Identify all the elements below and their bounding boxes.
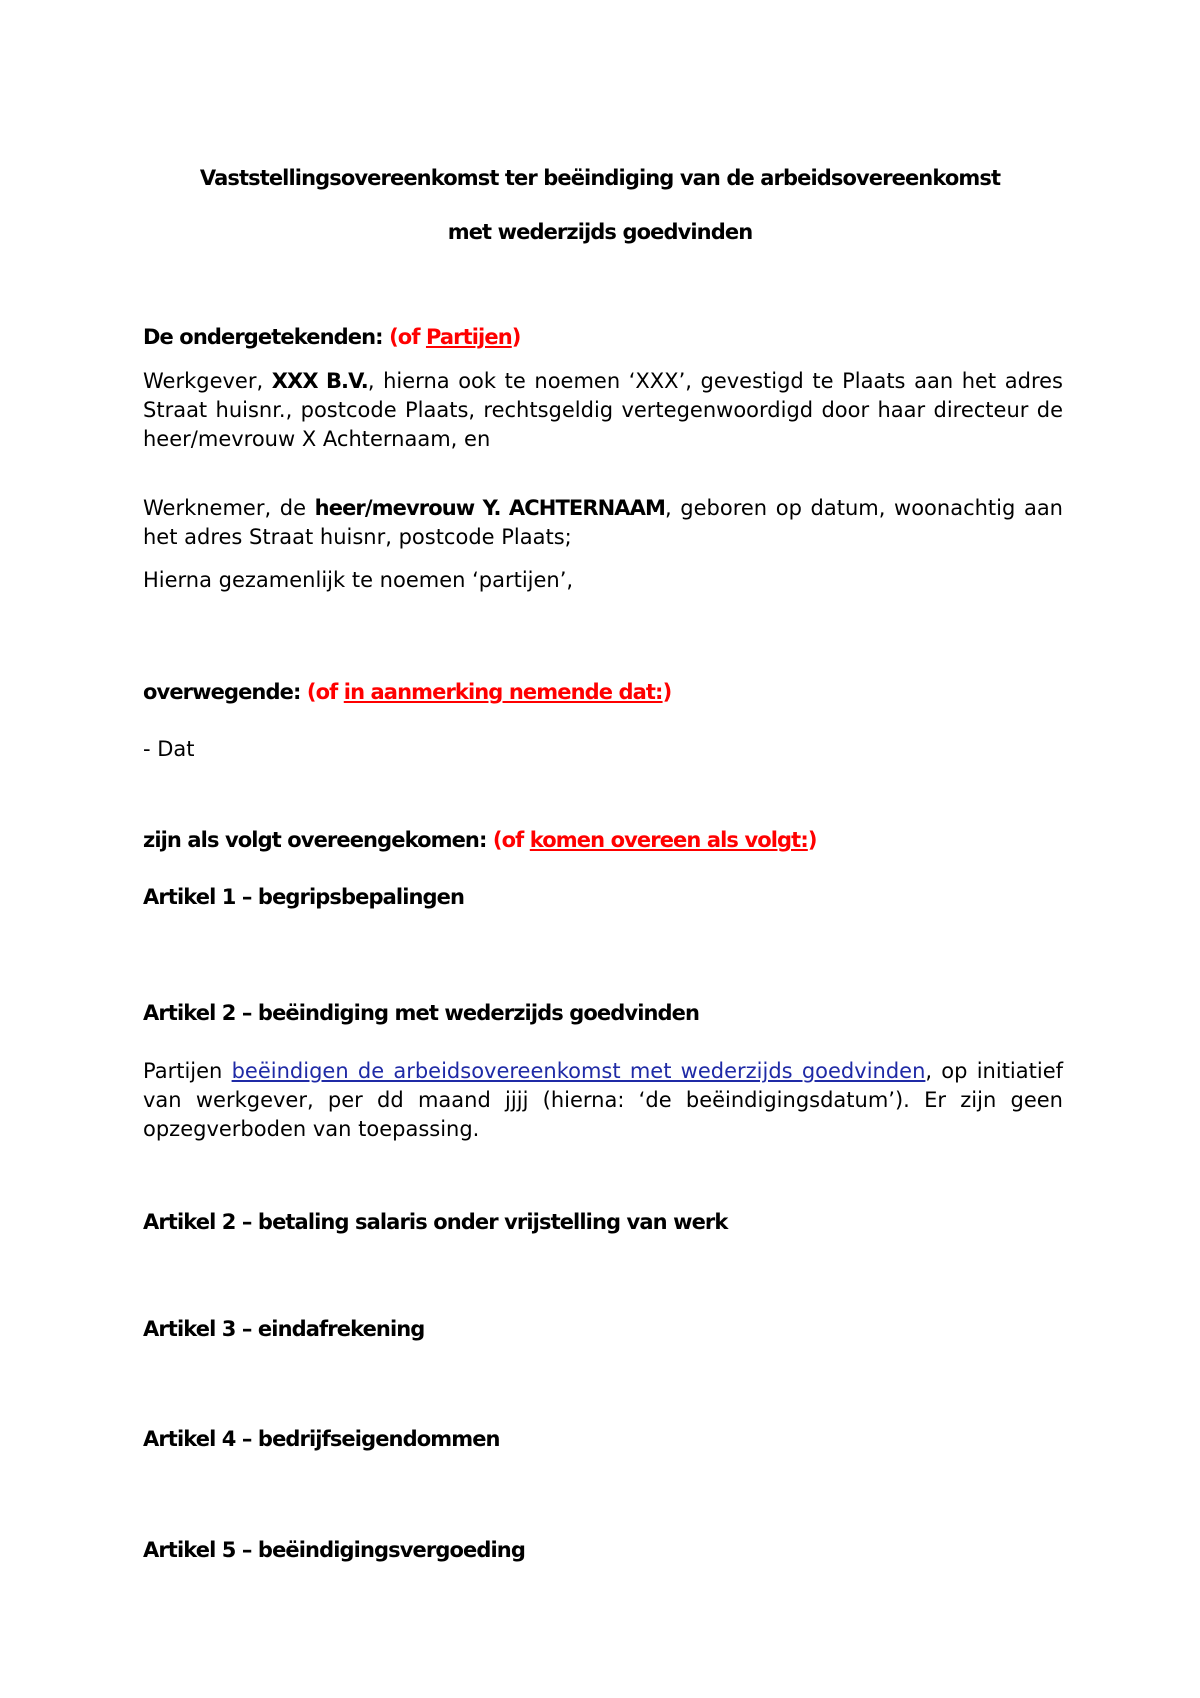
overwegende-alternative: (of in aanmerking nemende dat:) [306,680,672,704]
artikel-1-heading: Artikel 1 – begripsbepalingen [143,885,465,909]
werkgever-paragraph: Werkgever, XXX B.V., hierna ook te noemen ‘XXX’, gevestigd te Plaats aan het adres Straat huisnr., postcode Plaats, rechtsgeldig vertegenwoordigd door haar directeur de heer/mevrouw X Achternaam, en [143,369,1063,451]
ondergetekenden-heading [143,325,520,349]
artikel-3-heading: Artikel 3 – eindafrekening [143,1317,425,1341]
overwegende-label: overwegende: [143,680,301,704]
werknemer-paragraph: Werknemer, de heer/mevrouw Y. ACHTERNAAM, geboren op datum, woonachtig aan het adres Straat huisnr, postcode Plaats; [143,496,1063,549]
overwegende-heading [143,680,671,704]
artikel-2-salaris-heading: Artikel 2 – betaling salaris onder vrijstelling van werk [143,1210,728,1234]
wederzijds-goedvinden-link[interactable]: beëindigen de arbeidsovereenkomst met wederzijds goedvinden [231,1059,926,1083]
overeengekomen-heading [143,828,817,852]
artikel-2-paragraph: Partijen beëindigen de arbeidsovereenkomst met wederzijds goedvinden, op initiatief van werkgever, per dd maand jjjj (hierna: ‘de beëindigingsdatum’). Er zijn geen opzegverboden van toepassing. [143,1059,1064,1141]
ondergetekenden-alternative: (of Partijen) [389,325,521,349]
gezamenlijk-text: Hierna gezamenlijk te noemen ‘partijen’, [143,568,574,592]
artikel-2-heading: Artikel 2 – beëindiging met wederzijds goedvinden [143,1001,700,1025]
document-title-line-2: met wederzijds goedvinden [447,220,753,244]
dat-text: - Dat [143,737,195,761]
overeengekomen-alternative: (of komen overeen als volgt:) [492,828,817,852]
werknemer-name: heer/mevrouw Y. ACHTERNAAM [314,496,665,520]
artikel-5-heading: Artikel 5 – beëindigingsvergoeding [143,1538,525,1562]
overeengekomen-label: zijn als volgt overeengekomen: [143,828,487,852]
werkgever-name: XXX B.V. [271,369,368,393]
ondergetekenden-label: De ondergetekenden: [143,325,383,349]
document-title-line-1: Vaststellingsovereenkomst ter beëindiging van de arbeidsovereenkomst [199,166,1001,190]
artikel-4-heading: Artikel 4 – bedrijfseigendommen [143,1427,500,1451]
